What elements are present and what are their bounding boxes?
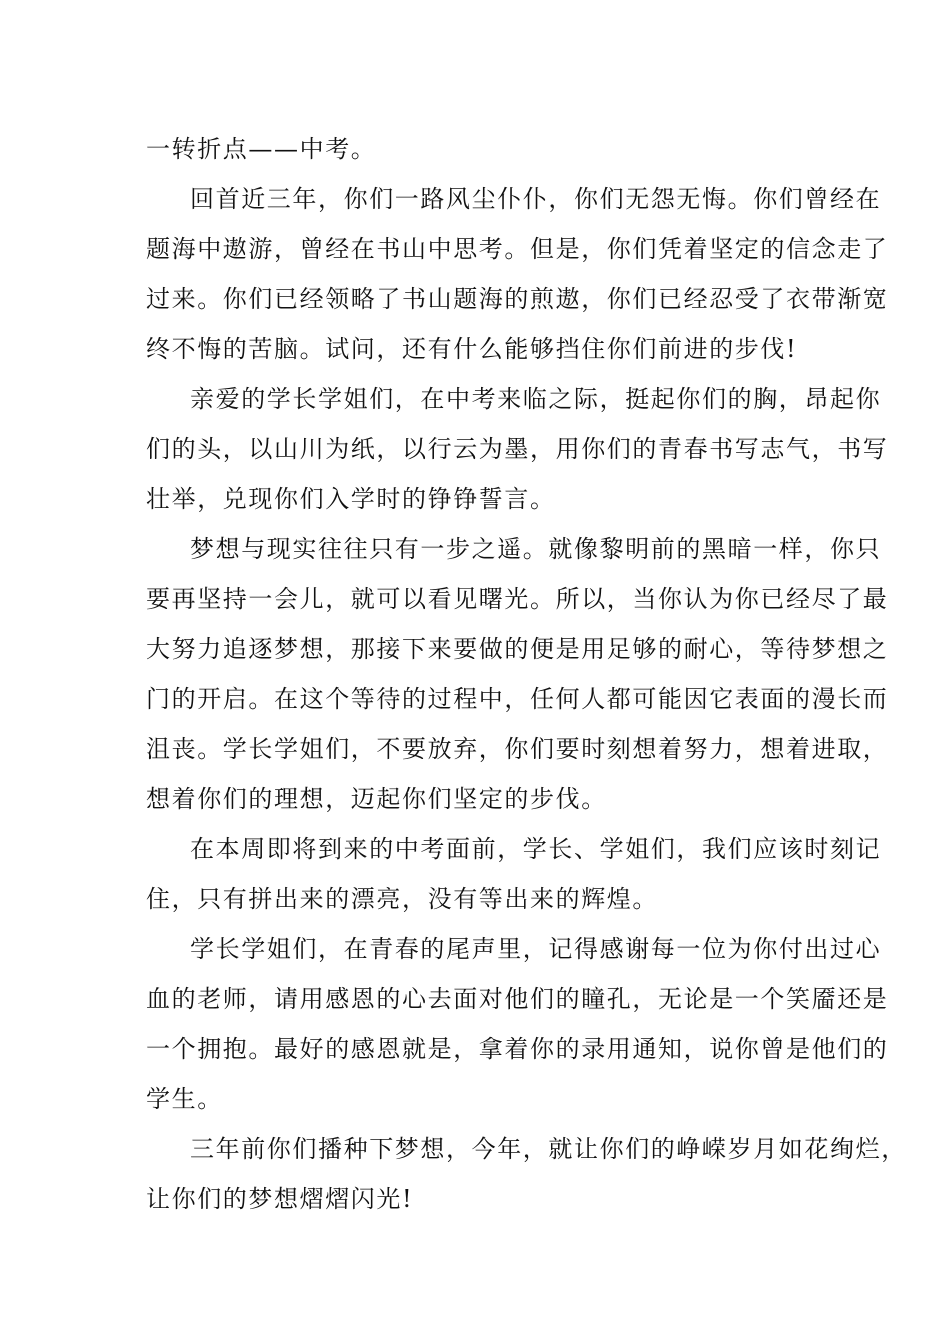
text-line: 大努力追逐梦想，那接下来要做的便是用足够的耐心，等待梦想之 [146,635,889,663]
text-line: 住，只有拼出来的漂亮，没有等出来的辉煌。 [146,885,658,913]
text-line: 们的头，以山川为纸，以行云为墨，用你们的青春书写志气，书写 [146,435,889,463]
text-line: 学生。 [146,1085,223,1113]
paragraph-first-line: 在本周即将到来的中考面前，学长、学姐们，我们应该时刻记 [190,835,882,863]
text-line: 过来。你们已经领略了书山题海的煎遨，你们已经忍受了衣带渐宽 [146,285,889,313]
text-line: 血的老师，请用感恩的心去面对他们的瞳孔，无论是一个笑靥还是 [146,985,889,1013]
paragraph-first-line: 学长学姐们，在青春的尾声里，记得感谢每一位为你付出过心 [190,935,882,963]
paragraph-first-line: 亲爱的学长学姐们，在中考来临之际，挺起你们的胸，昂起你 [190,385,882,413]
text-line: 一个拥抱。最好的感恩就是，拿着你的录用通知，说你曾是他们的 [146,1035,889,1063]
paragraph-first-line: 回首近三年，你们一路风尘仆仆，你们无怨无悔。你们曾经在 [190,185,882,213]
paragraph-first-line: 三年前你们播种下梦想，今年，就让你们的峥嵘岁月如花绚烂， [190,1135,907,1163]
text-line: 让你们的梦想熠熠闪光! [146,1185,414,1213]
text-line: 壮举，兑现你们入学时的铮铮誓言。 [146,485,556,513]
text-line: 一转折点——中考。 [146,135,377,163]
paragraph-first-line: 梦想与现实往往只有一步之遥。就像黎明前的黑暗一样，你只 [190,535,882,563]
text-line: 终不悔的苦脑。试问，还有什么能够挡住你们前进的步伐! [146,335,798,363]
text-line: 门的开启。在这个等待的过程中，任何人都可能因它表面的漫长而 [146,685,889,713]
text-line: 想着你们的理想，迈起你们坚定的步伐。 [146,785,607,813]
text-line: 沮丧。学长学姐们，不要放弃，你们要时刻想着努力，想着进取， [146,735,889,763]
text-line: 题海中遨游，曾经在书山中思考。但是，你们凭着坚定的信念走了 [146,235,889,263]
text-line: 要再坚持一会儿，就可以看见曙光。所以，当你认为你已经尽了最 [146,585,889,613]
